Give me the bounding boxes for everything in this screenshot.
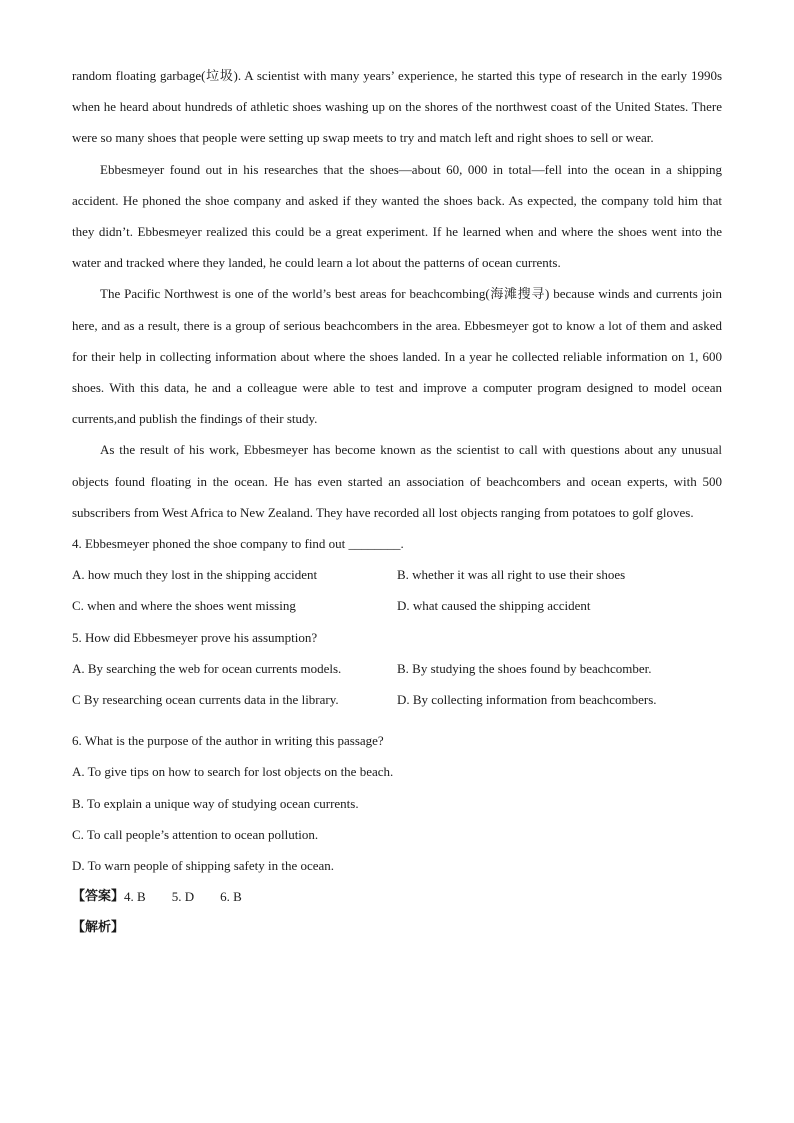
spacer [72,715,722,725]
question-5-options-row-1 [72,653,722,684]
question-4-stem: 4. Ebbesmeyer phoned the shoe company to find out ________. [72,536,404,552]
question-6-option-a: A. To give tips on how to search for lost objects on the beach. [72,764,394,780]
question-5-option-b: B. By studying the shoes found by beachcomber. [397,660,652,676]
answer-item: 6. B [220,889,242,905]
answer-label: 【答案】 [72,889,125,905]
question-5-options-row-2 [72,684,722,715]
analysis-label: 【解析】 [72,920,125,936]
question-6 [72,725,722,881]
question-4-option-a: A. how much they lost in the shipping accident [72,567,318,583]
passage-paragraph-4: As the result of his work, Ebbesmeyer has become known as the scientist to call with questions about any unusual objects found floating in the ocean. He has even started an association of beachcombers and ocean experts, with 500 subscribers from West Africa to New Zealand. They have recorded all lost objects ranging from potatoes to golf gloves. [72,442,722,520]
question-4-option-d: D. what caused the shipping accident [397,598,591,614]
question-6-option-d: D. To warn people of shipping safety in the ocean. [72,858,335,874]
document-page [72,60,722,944]
question-5-option-d: D. By collecting information from beachcombers. [397,692,657,708]
answer-item: 5. D [171,889,195,905]
question-6-option-c: C. To call people’s attention to ocean pollution. [72,826,319,842]
answer-item: 4. B [124,889,146,905]
question-5-option-c: C By researching ocean currents data in the library. [72,692,339,708]
question-4 [72,528,722,622]
question-5-stem: 5. How did Ebbesmeyer prove his assumption? [72,629,318,645]
passage-paragraph-1: random floating garbage(垃圾). A scientist with many years’ experience, he started this type of research in the early 1990s when he heard about hundreds of athletic shoes washing up on the shores of the northwest coast of the United States. There were so many shoes that people were setting up swap meets to try and match left and right shoes to sell or wear. [72,68,722,146]
passage-paragraph-2: Ebbesmeyer found out in his researches that the shoes—about 60, 000 in total—fell into the ocean in a shipping accident. He phoned the shoe company and asked if they wanted the shoes back. As expected, the company told him that they didn’t. Ebbesmeyer realized this could be a great experiment. If he learned when and where the shoes went into the water and tracked where they landed, he could learn a lot about the patterns of ocean currents. [72,161,722,271]
question-5-option-a: A. By searching the web for ocean currents models. [72,660,342,676]
question-6-option-b: B. To explain a unique way of studying ocean currents. [72,795,359,811]
passage-paragraph-3: The Pacific Northwest is one of the world’s best areas for beachcombing(海滩搜寻) because winds and currents join here, and as a result, there is a group of serious beachcombers in the area. Ebbesmeyer got to know a lot of them and asked for their help in collecting information about where the shoes landed. In a year he collected reliable information on 1, 600 shoes. With this data, he and a colleague were able to test and improve a computer program designed to model ocean currents,and publish the findings of their study. [72,286,722,427]
question-4-options-row-2 [72,590,722,621]
question-4-option-c: C. when and where the shoes went missing [72,598,296,614]
question-4-option-b: B. whether it was all right to use their shoes [397,567,626,583]
analysis-line [72,912,722,943]
question-5 [72,622,722,716]
question-6-stem: 6. What is the purpose of the author in writing this passage? [72,733,384,749]
question-4-options-row-1 [72,559,722,590]
answer-line [72,881,722,912]
